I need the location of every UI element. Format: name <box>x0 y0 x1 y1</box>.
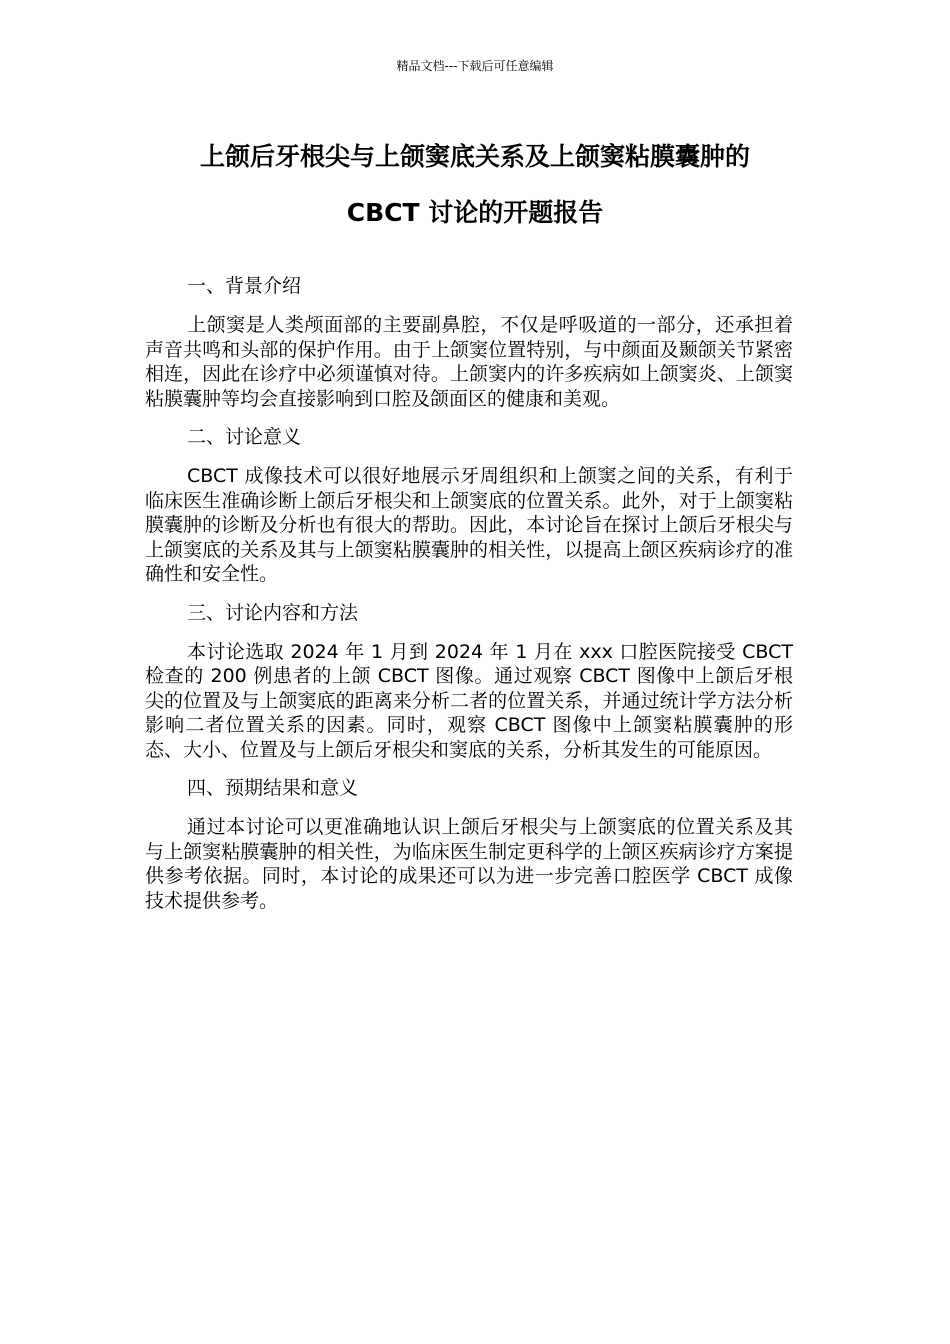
section-paragraph-methods: 本讨论选取 2024 年 1 月到 2024 年 1 月在 xxx 口腔医院接受 CBCT 检查的 200 例患者的上颌 CBCT 图像。通过观察 CBCT 图像中上颌后牙根尖的位置及与上颌窦底的距离来分析二者的位置关系，并通过统计学方法分析影响二者位置关系的因素。同时，观察 CBCT 图像中上颌窦粘膜囊肿的形态、大小、位置及与上颌后牙根尖和窦底的关系，分析其发生的可能原因。 <box>145 640 793 761</box>
document-body <box>145 272 793 925</box>
section-paragraph-background: 上颌窦是人类颅面部的主要副鼻腔，不仅是呼吸道的一部分，还承担着声音共鸣和头部的保护作用。由于上颌窦位置特别，与中颜面及颞颌关节紧密相连，因此在诊疗中必须谨慎对待。上颌窦内的许多疾病如上颌窦炎、上颌窦粘膜囊肿等均会直接影响到口腔及颌面区的健康和美观。 <box>145 314 793 410</box>
document-title-line-1: 上颌后牙根尖与上颌窦底关系及上颌窦粘膜囊肿的 <box>199 142 750 171</box>
section-paragraph-expected-results: 通过本讨论可以更准确地认识上颌后牙根尖与上颌窦底的位置关系及其与上颌窦粘膜囊肿的相关性，为临床医生制定更科学的上颌区疾病诊疗方案提供参考依据。同时，本讨论的成果还可以为进一步完善口腔医学 CBCT 成像技术提供参考。 <box>145 816 793 912</box>
section-heading-expected-results: 四、预期结果和意义 <box>187 777 359 799</box>
section-heading-significance: 二、讨论意义 <box>187 426 302 448</box>
page-header-note: 精品文档---下载后可任意编辑 <box>396 59 554 73</box>
section-heading-background: 一、背景介绍 <box>187 275 302 297</box>
document-title-line-2: CBCT 讨论的开题报告 <box>346 198 604 227</box>
section-heading-methods: 三、讨论内容和方法 <box>187 601 359 624</box>
section-paragraph-significance: CBCT 成像技术可以很好地展示牙周组织和上颌窦之间的关系，有利于临床医生准确诊断上颌后牙根尖和上颌窦底的位置关系。此外，对于上颌窦粘膜囊肿的诊断及分析也有很大的帮助。因此，本讨论旨在探讨上颌后牙根尖与上颌窦底的关系及其与上颌窦粘膜囊肿的相关性，以提高上颌区疾病诊疗的准确性和安全性。 <box>145 465 793 585</box>
